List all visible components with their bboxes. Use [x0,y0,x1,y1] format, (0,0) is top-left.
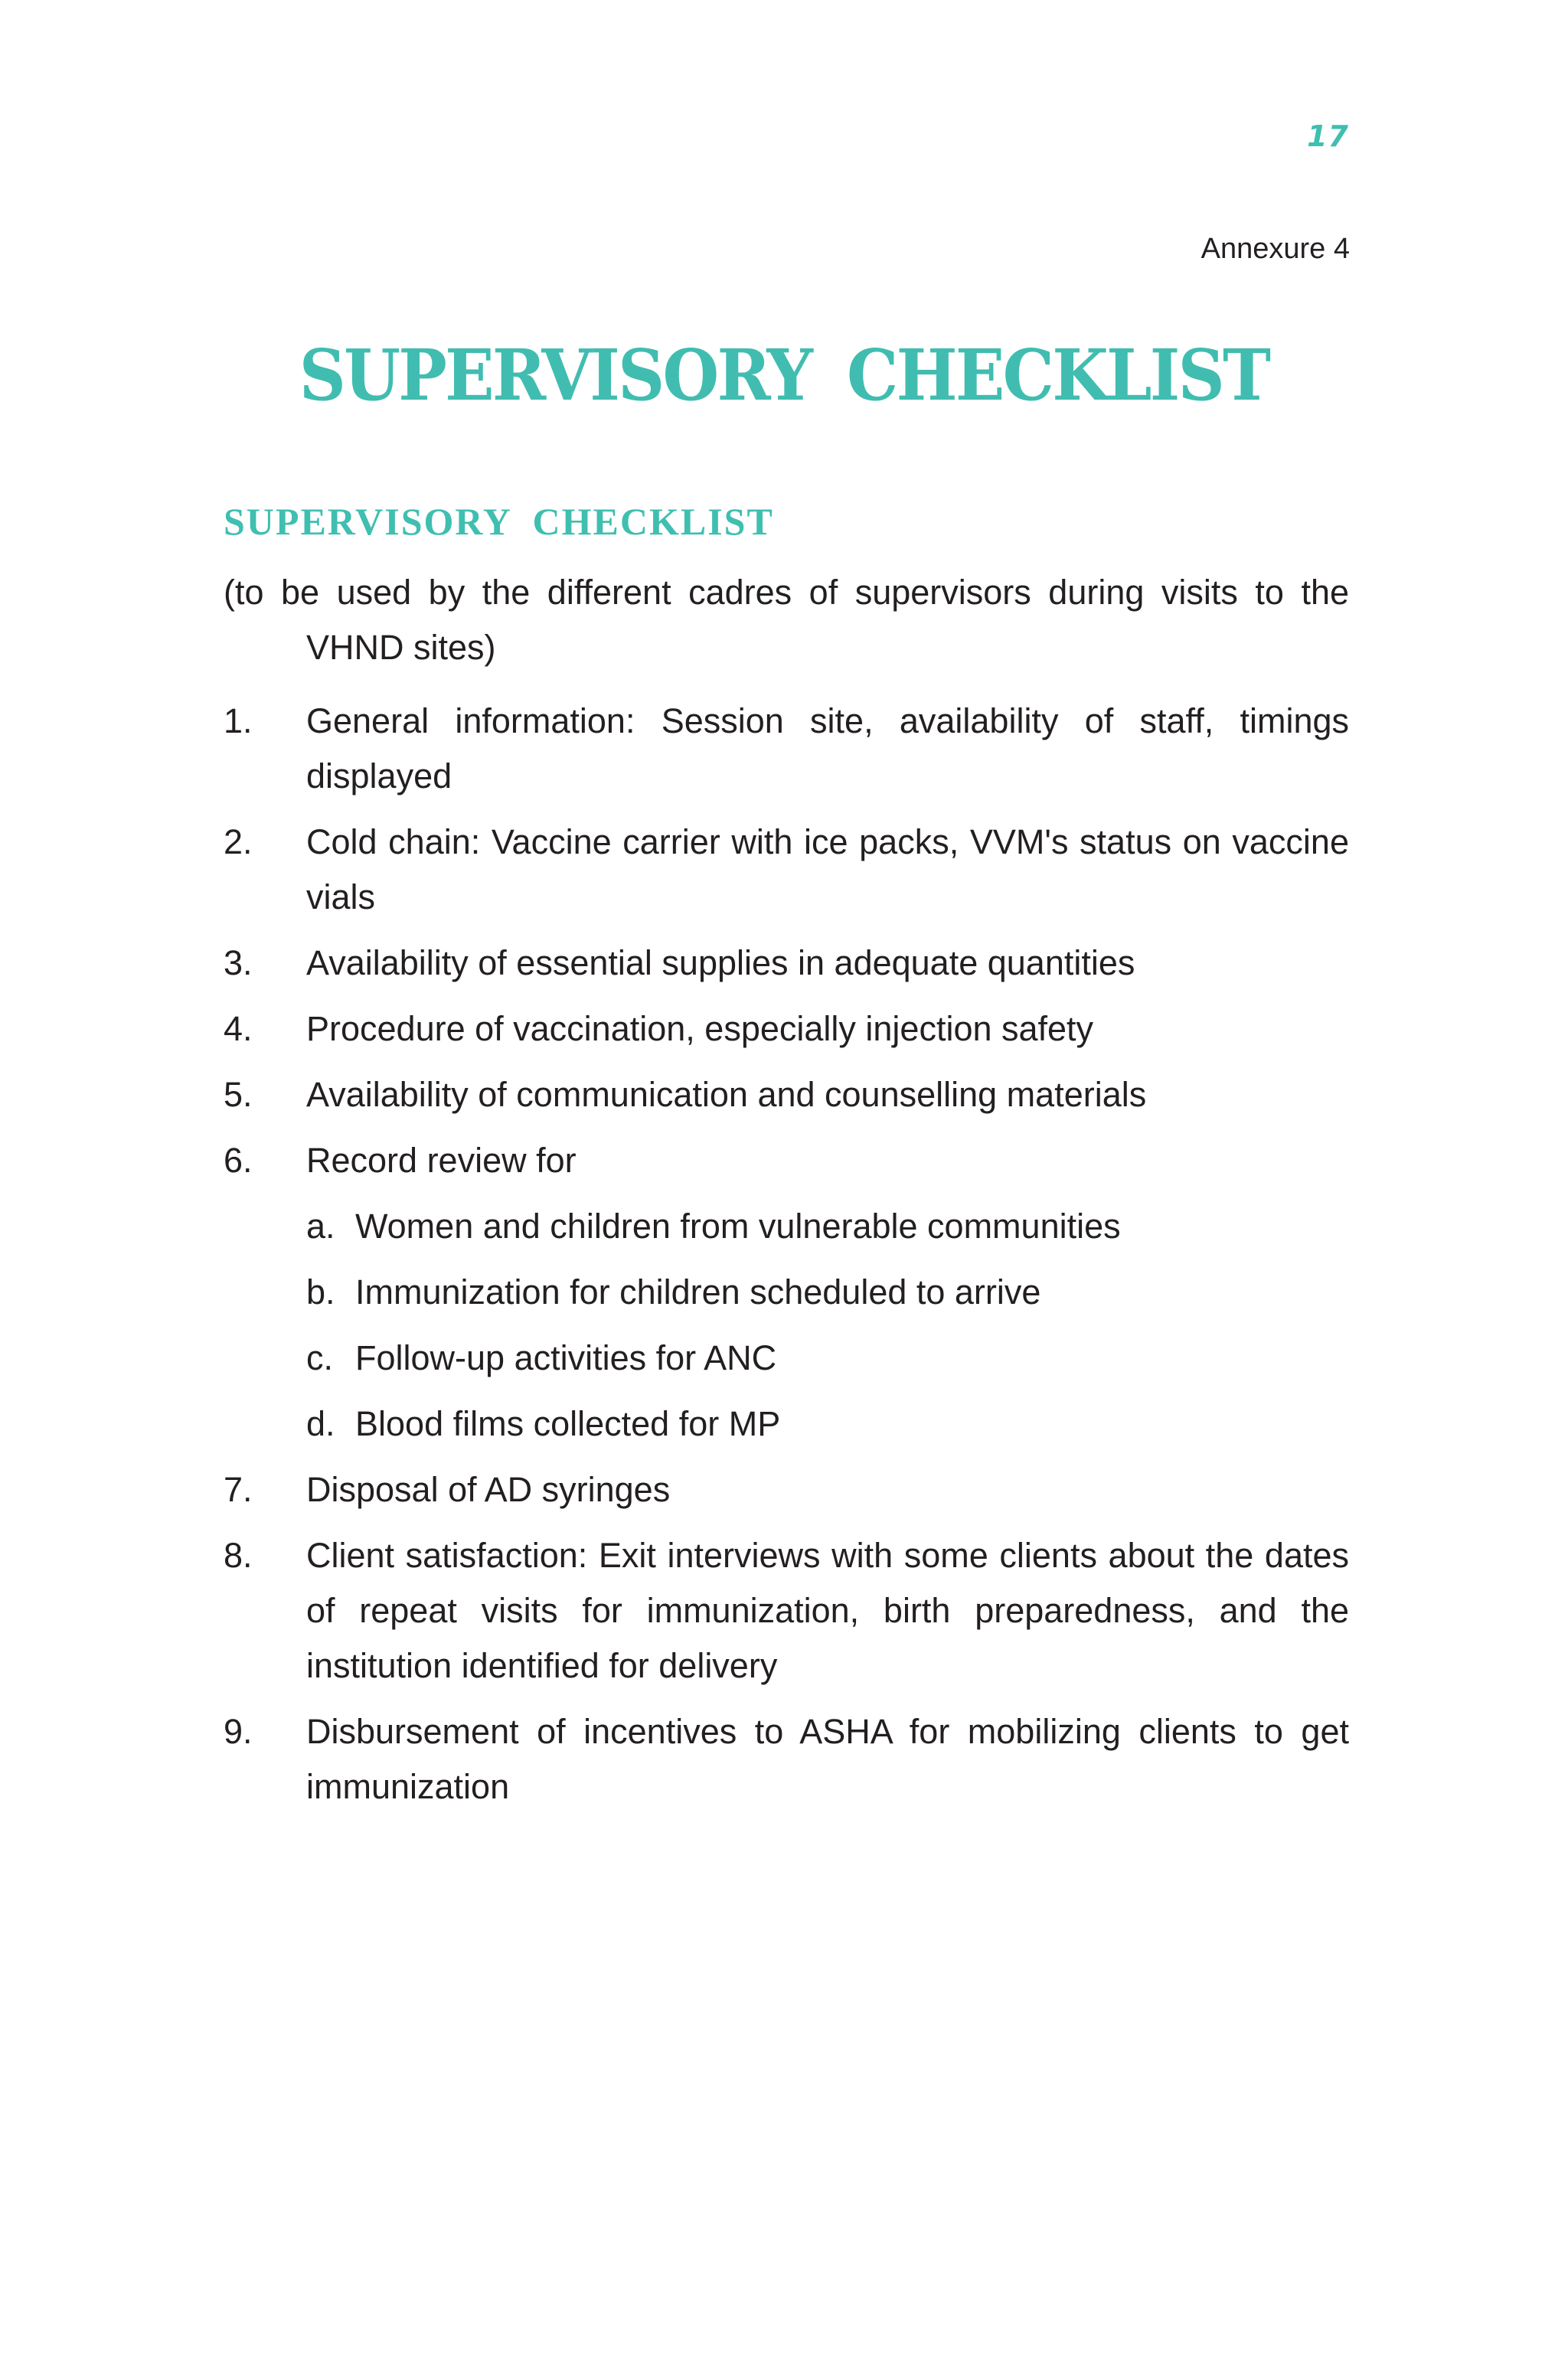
subitem-letter: d. [306,1404,335,1443]
subitem-letter: a. [306,1207,335,1246]
checklist-item-9 [224,1704,1349,1815]
item-number: 9. [224,1712,253,1751]
subitem-text: Blood films collected for MP [355,1404,781,1443]
item-number: 4. [224,1009,253,1048]
subitem-text: Follow-up activities for ANC [355,1338,777,1377]
checklist-subitem-b [306,1265,1349,1320]
item-text: Cold chain: Vaccine carrier with ice packs, VVM's status on vaccine vials [306,822,1349,916]
item-number: 7. [224,1470,253,1509]
subitem-text: Immunization for children scheduled to arrive [355,1272,1041,1311]
checklist-subitem-a [306,1199,1349,1254]
item-text: Disposal of AD syringes [306,1470,671,1509]
checklist-item-6 [224,1133,1349,1188]
checklist-body [224,565,1349,1825]
section-heading: SUPERVISORY CHECKLIST [224,500,774,543]
checklist-item-4 [224,1001,1349,1057]
item-text: Record review for [306,1141,577,1180]
subitem-letter: b. [306,1272,335,1311]
checklist-item-8 [224,1528,1349,1694]
page-title: SUPERVISORY CHECKLIST [299,334,1269,416]
subitem-text: Women and children from vulnerable communities [355,1207,1121,1246]
item-text: Procedure of vaccination, especially injection safety [306,1009,1094,1048]
item-text: Availability of essential supplies in adequate quantities [306,943,1135,982]
item-number: 5. [224,1075,253,1114]
page-number: 17 [1307,119,1349,153]
item-number: 1. [224,701,253,740]
item-text: Client satisfaction: Exit interviews with some clients about the dates of repeat visits for immunization, birth preparedness, and the institution identified for delivery [306,1536,1349,1685]
item-text: Disbursement of incentives to ASHA for mobilizing clients to get immunization [306,1712,1349,1806]
checklist-item-3 [224,936,1349,991]
checklist-item-2 [224,815,1349,925]
checklist-subitem-c [306,1331,1349,1386]
item-text: Availability of communication and counselling materials [306,1075,1147,1114]
item-text: General information: Session site, availability of staff, timings displayed [306,701,1349,795]
checklist-item-1 [224,694,1349,804]
item-number: 2. [224,822,253,861]
subitem-letter: c. [306,1338,334,1377]
checklist-item-7 [224,1462,1349,1517]
checklist-subitem-d [306,1396,1349,1452]
item-number: 8. [224,1536,253,1575]
annexure-label: Annexure 4 [1200,233,1350,265]
item-number: 3. [224,943,253,982]
checklist-item-5 [224,1067,1349,1122]
intro-text: (to be used by the different cadres of supervisors during visits to the VHND sites) [224,573,1349,667]
item-number: 6. [224,1141,253,1180]
